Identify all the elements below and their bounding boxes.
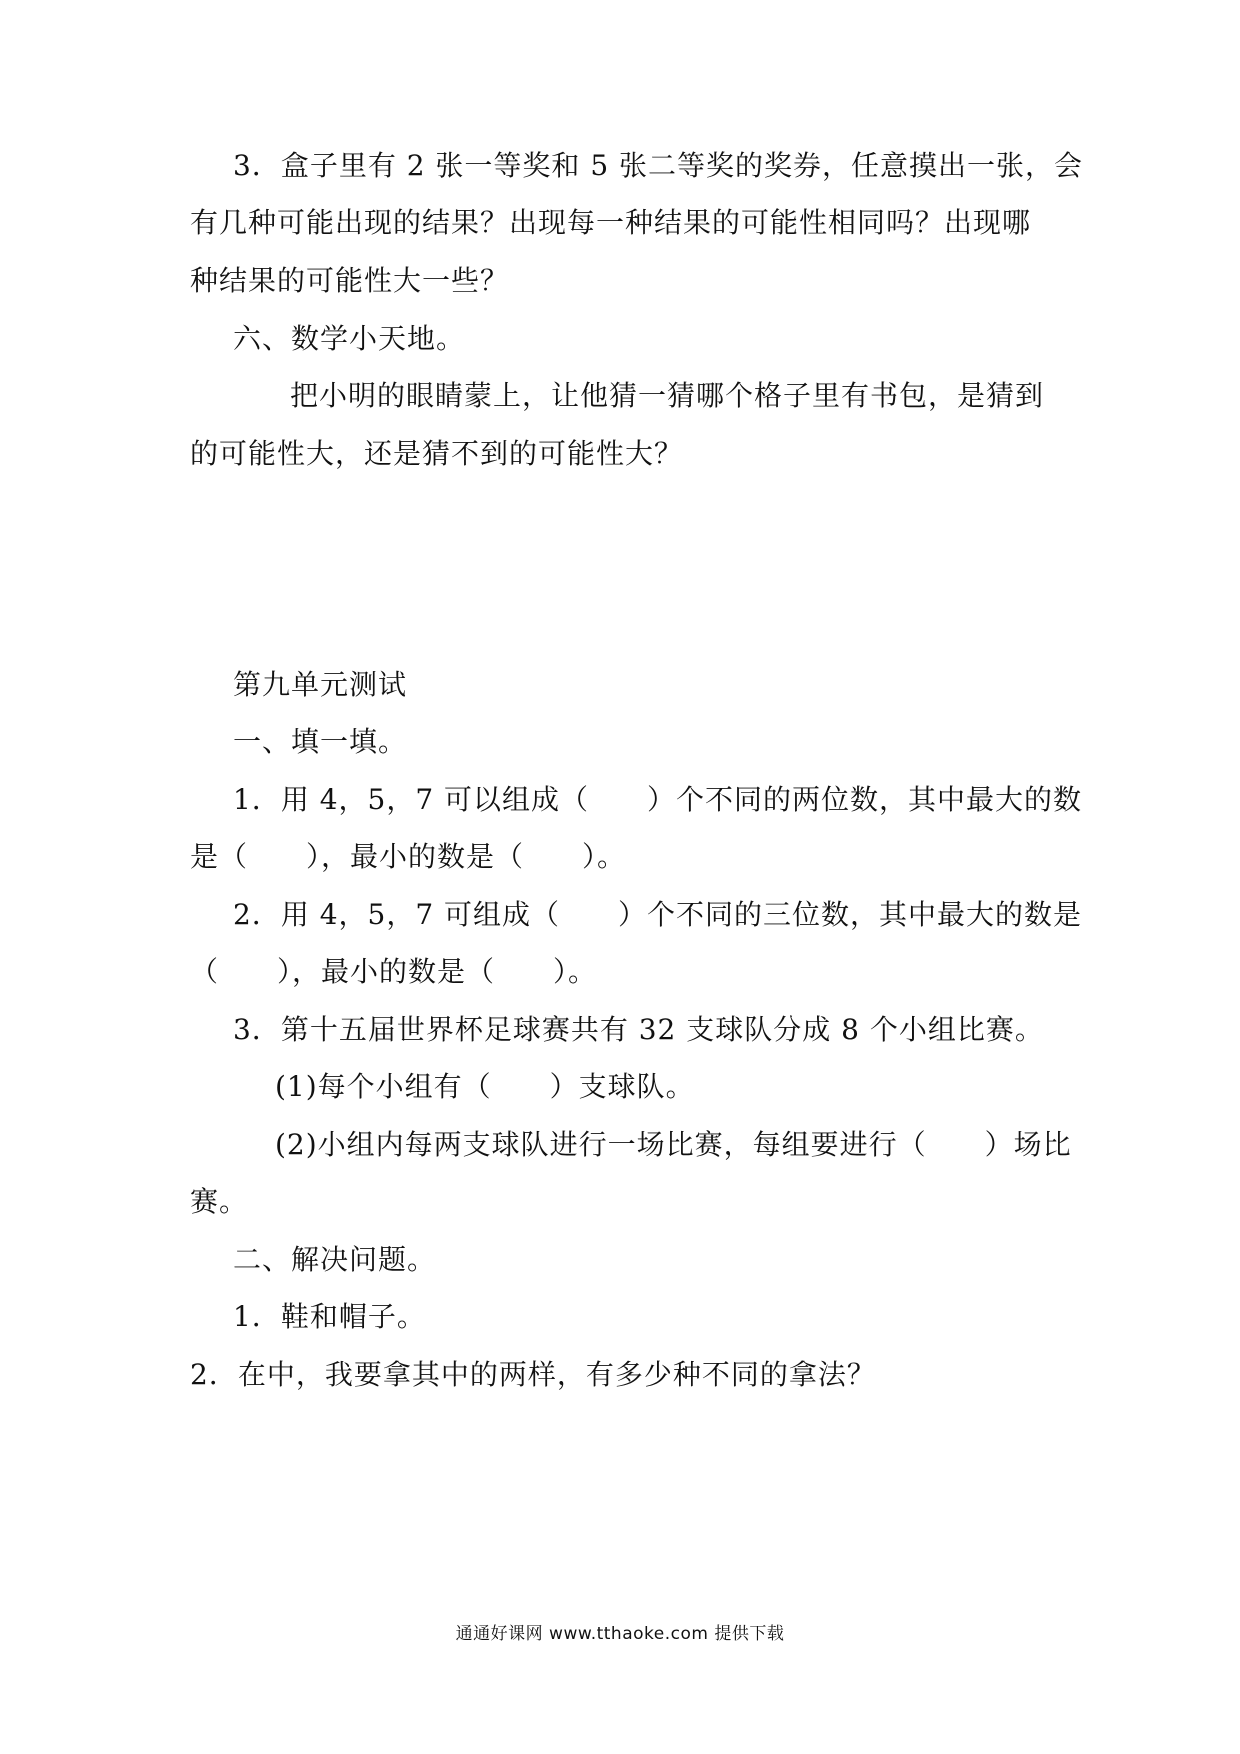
fill-question-3-line-1: 3．第十五届世界杯足球赛共有 32 支球队分成 8 个小组比赛。 xyxy=(233,1013,1044,1046)
part-6-heading: 六、数学小天地。 xyxy=(233,322,466,355)
problem-1: 1．鞋和帽子。 xyxy=(233,1300,426,1333)
part-1-heading: 一、填一填。 xyxy=(233,725,408,758)
part-2-heading: 二、解决问题。 xyxy=(233,1243,437,1276)
problem-2: 2．在中，我要拿其中的两样，有多少种不同的拿法？ xyxy=(190,1358,876,1391)
fill-question-2-line-2: （ ），最小的数是（ ）。 xyxy=(190,955,598,988)
fill-question-3-sub-1: (1)每个小组有（ ）支球队。 xyxy=(275,1070,695,1103)
part-6-paragraph-line-2: 的可能性大，还是猜不到的可能性大？ xyxy=(190,437,684,470)
question-3-line-1: 3．盒子里有 2 张一等奖和 5 张二等奖的奖券，任意摸出一张，会 xyxy=(233,149,1084,182)
fill-question-1-line-1: 1．用 4，5，7 可以组成（ ）个不同的两位数，其中最大的数 xyxy=(233,783,1083,816)
fill-question-1-line-2: 是（ ），最小的数是（ ）。 xyxy=(190,840,627,873)
page-footer: 通通好课网 www.tthaoke.com 提供下载 xyxy=(455,1624,785,1644)
question-3-line-3: 种结果的可能性大一些？ xyxy=(190,264,510,297)
fill-question-3-sub-2-line-2: 赛。 xyxy=(190,1185,249,1218)
unit-9-title: 第九单元测试 xyxy=(233,668,408,701)
fill-question-3-sub-2-line-1: (2)小组内每两支球队进行一场比赛，每组要进行（ ）场比 xyxy=(275,1128,1072,1161)
fill-question-2-line-1: 2．用 4，5，7 可组成（ ）个不同的三位数，其中最大的数是 xyxy=(233,898,1083,931)
question-3-line-2: 有几种可能出现的结果？出现每一种结果的可能性相同吗？出现哪 xyxy=(190,206,1032,239)
part-6-paragraph-line-1: 把小明的眼睛蒙上，让他猜一猜哪个格子里有书包，是猜到 xyxy=(290,379,1045,412)
